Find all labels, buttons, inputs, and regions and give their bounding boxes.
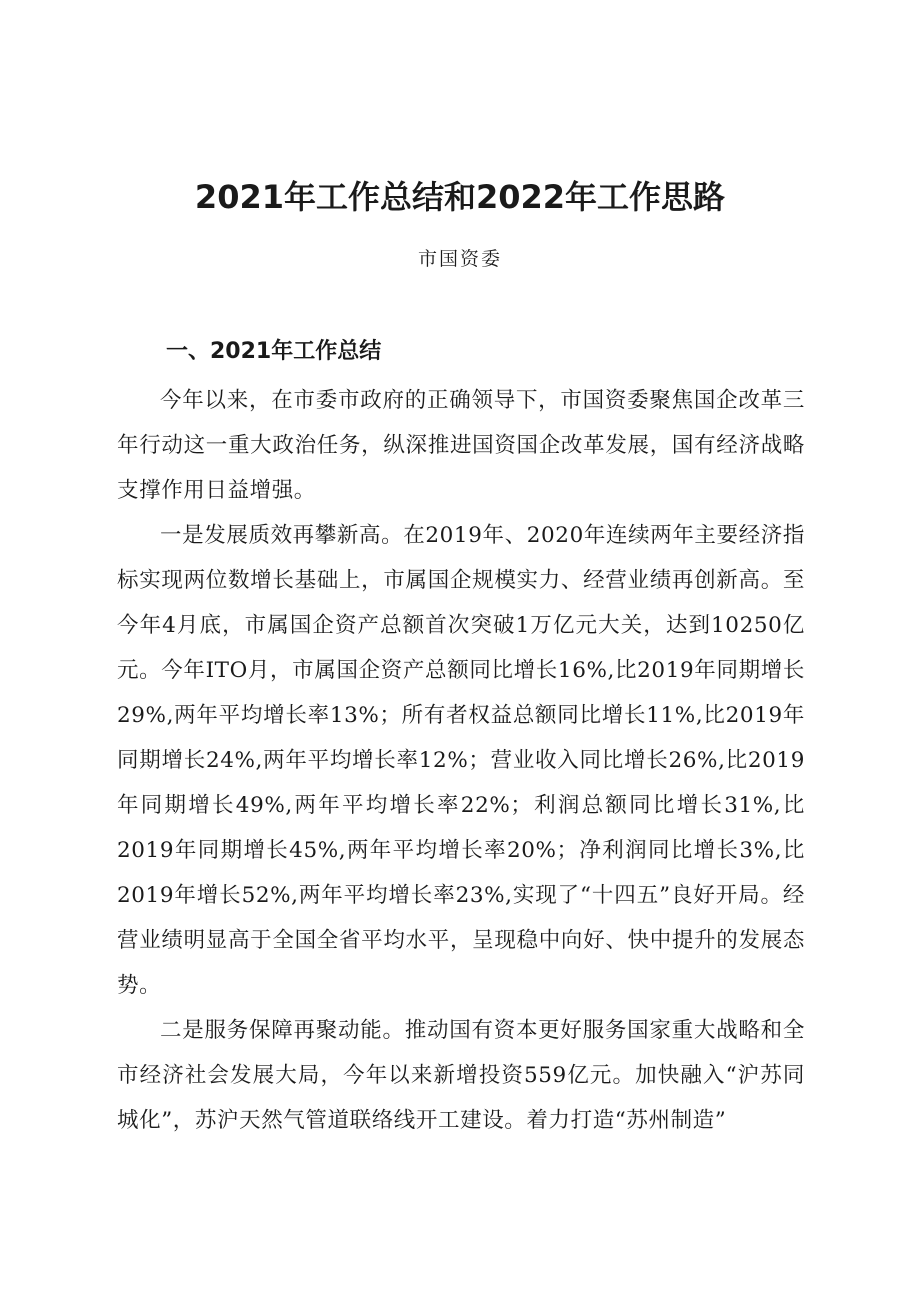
paragraph-development-quality: 一是发展质效再攀新高。在2019年、2020年连续两年主要经济指标实现两位数增长基础上，市属国企规模实力、经营业绩再创新高。至今年4月底，市属国企资产总额首次突破1万亿元大关，达到10250亿元。今年ITO月，市属国企资产总额同比增长16%,比2019年同期增长29%,两年平均增长率13%；所有者权益总额同比增长11%,比2019年同期增长24%,两年平均增长率12%；营业收入同比增长26%,比2019年同期增长49%,两年平均增长率22%；利润总额同比增长31%,比2019年同期增长45%,两年平均增长率20%；净利润同比增长3%,比2019年增长52%,两年平均增长率23%,实现了“十四五”良好开局。经营业绩明显高于全国全省平均水平，呈现稳中向好、快中提升的发展态势。 — [117, 523, 805, 998]
document-title: 2021年工作总结和2022年工作思路 — [194, 178, 726, 216]
paragraph-service-support: 二是服务保障再聚动能。推动国有资本更好服务国家重大战略和全市经济社会发展大局，今年以来新增投资559亿元。加快融入“沪苏同城化”，苏沪天然气管道联络线开工建设。着力打造“苏州制造” — [117, 1018, 805, 1133]
body-text — [117, 378, 805, 1143]
document-author: 市国资委 — [417, 248, 502, 270]
paragraph-intro: 今年以来，在市委市政府的正确领导下，市国资委聚焦国企改革三年行动这一重大政治任务，纵深推进国资国企改革发展，国有经济战略支撑作用日益增强。 — [117, 388, 805, 503]
section-heading: 一、2021年工作总结 — [166, 339, 382, 364]
